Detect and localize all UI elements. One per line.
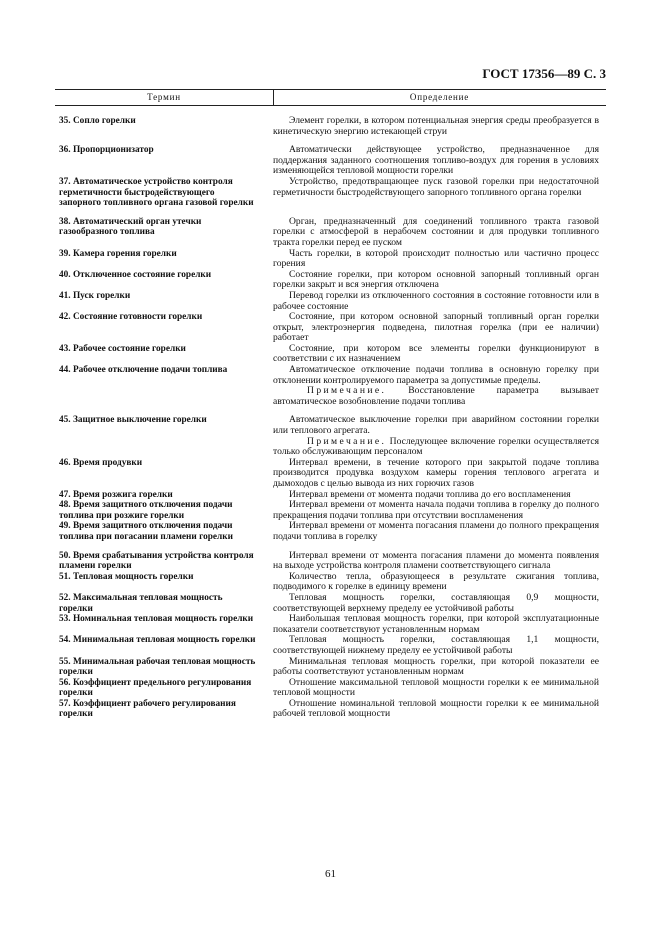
- term-cell: [59, 490, 265, 501]
- term-cell: [59, 635, 265, 656]
- term-text: Рабочее отключение подачи топлива: [72, 365, 228, 376]
- definition-note: [273, 437, 599, 458]
- column-header-definition: Определение: [409, 92, 470, 102]
- term-text: Сопло горелки: [72, 116, 136, 126]
- definition-text: Интервал времени от момента начала подачи топлива в горелку до полного прекращения подачи топлива при отсутствии воспламенения: [273, 499, 599, 521]
- definition-cell: [265, 657, 599, 678]
- term-text: Коэффициент рабочего регулирования горелки: [59, 698, 236, 720]
- term-text: Автоматическое устройство контроля герметичности быстродействующего запорного топливного органа газовой горелки: [59, 176, 254, 209]
- definition-text: Перевод горелки из отключенного состояния в состояние готовности или в рабочее состояние: [273, 289, 599, 312]
- term-text: Время срабатывания устройства контроля пламени горелки: [59, 550, 254, 572]
- term-number: 54.: [59, 635, 71, 646]
- term-cell: [59, 145, 265, 177]
- term-text: Защитное выключение горелки: [72, 415, 207, 426]
- table-row: [59, 249, 606, 270]
- definition-cell: [265, 344, 599, 365]
- table-row: [59, 500, 606, 521]
- term-text: Состояние готовности горелки: [72, 312, 203, 323]
- term-cell: [59, 551, 265, 572]
- table-row: [59, 521, 606, 542]
- definition-cell: [265, 572, 599, 593]
- definition-cell: [265, 145, 599, 177]
- term-number: 44.: [59, 365, 71, 376]
- term-number: 46.: [59, 457, 71, 468]
- term-number: 43.: [59, 343, 71, 354]
- definition-text: Орган, предназначенный для соединений топливного тракта газовой горелки с атмосферой в нерабочем состоянии и для продувки топливного тракта горелки перед ее пуском: [273, 215, 599, 248]
- term-cell: [59, 291, 265, 312]
- document-code: ГОСТ 17356—89 С. 3: [482, 66, 606, 81]
- term-cell: [59, 500, 265, 521]
- term-number: 36.: [59, 145, 71, 156]
- definition-cell: [265, 551, 599, 572]
- term-number: 49.: [59, 521, 71, 532]
- table-row: [59, 177, 606, 209]
- term-cell: [59, 365, 265, 407]
- definition-cell: [265, 678, 599, 699]
- table-row: [59, 217, 606, 249]
- term-number: 41.: [59, 290, 71, 301]
- table-row: [59, 270, 606, 291]
- term-number: 38.: [59, 216, 71, 227]
- table-row: [59, 657, 606, 678]
- term-number: 40.: [59, 269, 71, 280]
- table-row: [59, 593, 606, 614]
- definition-text: Отношение максимальной тепловой мощности горелки к ее минимальной тепловой мощности: [273, 676, 599, 699]
- term-cell: [59, 572, 265, 593]
- term-number: 53.: [59, 614, 71, 625]
- term-text: Рабочее состояние горелки: [72, 343, 186, 354]
- definition-cell: [265, 635, 599, 656]
- definition-cell: [265, 614, 599, 635]
- term-text: Время защитного отключения подачи топлива при розжиге горелки: [59, 500, 233, 521]
- table-row: [59, 614, 606, 635]
- definition-text: Автоматическое отключение подачи топлива в основную горелку при отклонении контролируемого параметра за допустимые пределы.: [273, 364, 599, 386]
- definition-cell: [265, 500, 599, 521]
- definition-cell: [265, 116, 599, 137]
- definition-cell: [265, 217, 599, 249]
- term-number: 47.: [59, 489, 71, 500]
- term-cell: [59, 177, 265, 209]
- definition-text: Автоматически действующее устройство, предназначенное для поддержания заданного соотношения топливо-воздух для горения в условиях изменяющейся тепловой мощности горелки: [273, 144, 599, 177]
- definition-cell: [265, 177, 599, 209]
- term-number: 50.: [59, 550, 71, 561]
- definition-text: Отношение номинальной тепловой мощности горелки к ее минимальной рабочей тепловой мощности: [273, 697, 599, 720]
- term-number: 45.: [59, 415, 71, 426]
- term-number: 39.: [59, 248, 71, 259]
- note-label: Примечание.: [307, 385, 387, 397]
- definition-text: Интервал времени от момента погасания пламени до полного прекращения подачи топлива в горелку: [273, 520, 599, 542]
- definition-cell: [265, 270, 599, 291]
- table-row: [59, 678, 606, 699]
- term-number: 57.: [59, 698, 71, 709]
- term-text: Тепловая мощность горелки: [72, 571, 194, 582]
- table-row: [59, 572, 606, 593]
- note-text: Последующее включение горелки осуществляется только обслуживающим персоналом: [273, 435, 600, 458]
- definition-cell: [265, 312, 599, 344]
- table-row: [59, 635, 606, 656]
- definition-cell: [265, 415, 599, 457]
- term-cell: [59, 458, 265, 490]
- term-number: 42.: [59, 312, 71, 323]
- term-text: Отключенное состояние горелки: [72, 269, 212, 280]
- definitions-table: [59, 116, 606, 720]
- definition-cell: [265, 458, 599, 490]
- column-header-term: Термин: [147, 92, 181, 102]
- definition-text: Тепловая мощность горелки, составляющая 1,1 мощности, соответствующей нижнему пределу ее устойчивой работы: [273, 634, 599, 656]
- definition-cell: [265, 593, 599, 614]
- term-number: 35.: [59, 116, 71, 126]
- term-cell: [59, 678, 265, 699]
- table-header-rule: [55, 105, 606, 106]
- definition-cell: [265, 699, 599, 720]
- term-number: 48.: [59, 500, 71, 511]
- definition-text: Интервал времени от момента погасания пламени до момента появления на выходе устройства контроля пламени соответствующего сигнала: [273, 549, 599, 572]
- definition-text: Часть горелки, в которой происходит полностью или частично процесс горения: [273, 247, 599, 270]
- table-row: [59, 145, 606, 177]
- term-cell: [59, 593, 265, 614]
- definition-text: Состояние горелки, при котором основной запорный топливный орган горелки закрыт и вся энергия отключена: [273, 268, 599, 291]
- term-number: 37.: [59, 176, 71, 187]
- definition-text: Интервал времени от момента подачи топлива до его воспламенения: [289, 488, 571, 500]
- term-number: 56.: [59, 677, 71, 688]
- term-cell: [59, 521, 265, 542]
- definition-text: Тепловая мощность горелки, составляющая 0,9 мощности, соответствующей верхнему пределу ее устойчивой работы: [273, 591, 599, 614]
- term-text: Коэффициент предельного регулирования горелки: [59, 677, 252, 699]
- table-row: [59, 458, 606, 490]
- definition-cell: [265, 249, 599, 270]
- term-text: Время продувки: [72, 457, 143, 468]
- table-row: [59, 344, 606, 365]
- note-label: Примечание.: [307, 435, 387, 447]
- term-text: Минимальная рабочая тепловая мощность горелки: [59, 656, 256, 678]
- term-text: Минимальная тепловая мощность горелки: [72, 635, 256, 646]
- term-text: Камера горения горелки: [72, 248, 177, 259]
- term-text: Время розжига горелки: [72, 489, 173, 500]
- definition-text: Состояние, при котором все элементы горелки функционируют в соответствии с их назначением: [273, 342, 599, 365]
- term-cell: [59, 270, 265, 291]
- definition-text: Минимальная тепловая мощность горелки, при которой показатели ее работы соответствуют установленным нормам: [273, 655, 599, 678]
- term-number: 51.: [59, 571, 71, 582]
- table-row: [59, 415, 606, 457]
- definition-cell: [265, 521, 599, 542]
- definition-text: Устройство, предотвращающее пуск газовой горелки при недостаточной герметичности быстродействующего запорного топливного органа горелки: [273, 175, 599, 198]
- table-top-rule: [55, 89, 606, 90]
- definition-text: Интервал времени, в течение которого при закрытой подаче топлива производится продувка воздухом камеры горения теплового агрегата и дымоходов с целью вывода из них горючих газов: [273, 456, 599, 489]
- term-cell: [59, 614, 265, 635]
- term-text: Пропорционизатор: [72, 145, 154, 156]
- term-cell: [59, 116, 265, 137]
- term-cell: [59, 415, 265, 457]
- definition-cell: [265, 365, 599, 407]
- page-number: 61: [325, 868, 336, 880]
- term-text: Максимальная тепловая мощность горелки: [59, 592, 223, 614]
- definition-note: [273, 386, 599, 407]
- term-text: Номинальная тепловая мощность горелки: [72, 614, 254, 625]
- definition-text: Наибольшая тепловая мощность горелки, при которой эксплуатационные показатели соответствуют установленным нормам: [273, 613, 599, 635]
- table-row: [59, 116, 606, 137]
- term-cell: [59, 699, 265, 720]
- table-row: [59, 699, 606, 720]
- term-number: 52.: [59, 592, 71, 603]
- definition-cell: [265, 291, 599, 312]
- term-number: 55.: [59, 656, 71, 667]
- table-row: [59, 365, 606, 407]
- term-text: Время защитного отключения подачи топлива при погасании пламени горелки: [59, 521, 233, 542]
- definition-text: Автоматическое выключение горелки при аварийном состоянии горелки или теплового агрегата.: [273, 414, 599, 437]
- term-text: Автоматический орган утечки газообразного топлива: [59, 216, 202, 238]
- term-cell: [59, 344, 265, 365]
- term-text: Пуск горелки: [72, 290, 131, 301]
- definition-text: Элемент горелки, в котором потенциальная энергия среды преобразуется в кинетическую энергию истекающей струи: [273, 115, 599, 137]
- table-row: [59, 551, 606, 572]
- definition-text: Состояние, при котором основной запорный топливный орган горелки открыт, электроэнергия подведена, пилотная горелка (при ее наличии) работает: [273, 311, 599, 344]
- note-text: Восстановление параметра вызывает автоматическое возобновление подачи топлива: [273, 385, 599, 407]
- term-cell: [59, 657, 265, 678]
- term-cell: [59, 249, 265, 270]
- term-cell: [59, 312, 265, 344]
- definition-text: Количество тепла, образующееся в результате сжигания топлива, подводимого к горелке в единицу времени: [273, 570, 599, 593]
- table-row: [59, 312, 606, 344]
- table-row: [59, 291, 606, 312]
- term-cell: [59, 217, 265, 249]
